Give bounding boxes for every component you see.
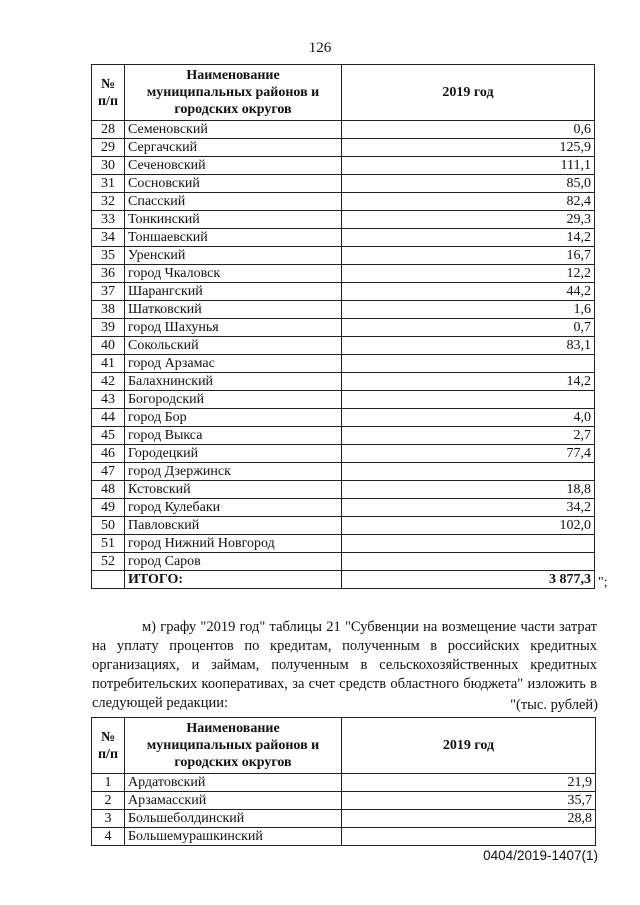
units-label: "(тыс. рублей) bbox=[510, 697, 598, 713]
value-2019 bbox=[342, 553, 595, 571]
table-row bbox=[92, 810, 596, 828]
district-name: Сеченовский bbox=[125, 157, 342, 175]
table-row bbox=[92, 391, 595, 409]
district-name: Шарангский bbox=[125, 283, 342, 301]
table-row bbox=[92, 517, 595, 535]
district-name: Спасский bbox=[125, 193, 342, 211]
row-number: 37 bbox=[92, 283, 125, 301]
table-row bbox=[92, 301, 595, 319]
district-name: Балахнинский bbox=[125, 373, 342, 391]
district-name: город Бор bbox=[125, 409, 342, 427]
value-2019 bbox=[342, 391, 595, 409]
row-number: 32 bbox=[92, 193, 125, 211]
row-number: 36 bbox=[92, 265, 125, 283]
value-2019: 21,9 bbox=[342, 774, 596, 792]
header-name: Наименование муниципальных районов и городских округов bbox=[125, 65, 342, 121]
row-number: 1 bbox=[92, 774, 125, 792]
row-number: 49 bbox=[92, 499, 125, 517]
table-row bbox=[92, 283, 595, 301]
table-row bbox=[92, 121, 595, 139]
value-2019 bbox=[342, 463, 595, 481]
row-number: 45 bbox=[92, 427, 125, 445]
header-num: № п/п bbox=[92, 65, 125, 121]
district-name: Городецкий bbox=[125, 445, 342, 463]
value-2019: 18,8 bbox=[342, 481, 595, 499]
value-2019 bbox=[342, 828, 596, 846]
value-2019: 12,2 bbox=[342, 265, 595, 283]
district-name: город Дзержинск bbox=[125, 463, 342, 481]
row-number: 30 bbox=[92, 157, 125, 175]
table-row bbox=[92, 463, 595, 481]
row-number: 52 bbox=[92, 553, 125, 571]
row-number: 43 bbox=[92, 391, 125, 409]
amendment-paragraph: м) графу "2019 год" таблицы 21 "Субвенции на возмещение части затрат на уплату процентов по кредитам, полученным в российских кредитных организациях, и займам, полученным в сельскохозяйственных кредитных потребительских кооперативах, за счет средств областного бюджета" изложить в следующей редакции: bbox=[92, 619, 597, 711]
row-number: 44 bbox=[92, 409, 125, 427]
table-row bbox=[92, 247, 595, 265]
page-number: 126 bbox=[308, 40, 332, 56]
row-number: 50 bbox=[92, 517, 125, 535]
district-name: Сергачский bbox=[125, 139, 342, 157]
row-number: 29 bbox=[92, 139, 125, 157]
district-name: Уренский bbox=[125, 247, 342, 265]
table-row bbox=[92, 828, 596, 846]
value-2019: 0,7 bbox=[342, 319, 595, 337]
district-name: город Кулебаки bbox=[125, 499, 342, 517]
header-name: Наименование муниципальных районов и городских округов bbox=[125, 718, 342, 774]
value-2019: 2,7 bbox=[342, 427, 595, 445]
district-name: Шатковский bbox=[125, 301, 342, 319]
district-name: Кстовский bbox=[125, 481, 342, 499]
table-header-row bbox=[92, 65, 595, 121]
table-row bbox=[92, 481, 595, 499]
row-number: 38 bbox=[92, 301, 125, 319]
table-row bbox=[92, 553, 595, 571]
value-2019: 34,2 bbox=[342, 499, 595, 517]
row-number: 42 bbox=[92, 373, 125, 391]
value-2019: 111,1 bbox=[342, 157, 595, 175]
value-2019: 102,0 bbox=[342, 517, 595, 535]
table-row bbox=[92, 427, 595, 445]
district-name: Богородский bbox=[125, 391, 342, 409]
row-number: 3 bbox=[92, 810, 125, 828]
total-label: ИТОГО: bbox=[125, 571, 342, 589]
total-value: 3 877,3 bbox=[342, 571, 595, 589]
value-2019: 125,9 bbox=[342, 139, 595, 157]
row-number: 48 bbox=[92, 481, 125, 499]
district-name: город Чкаловск bbox=[125, 265, 342, 283]
table-body bbox=[92, 121, 595, 571]
district-name: город Нижний Новгород bbox=[125, 535, 342, 553]
value-2019: 16,7 bbox=[342, 247, 595, 265]
row-number: 46 bbox=[92, 445, 125, 463]
total-row bbox=[92, 571, 595, 589]
district-name: город Арзамас bbox=[125, 355, 342, 373]
district-name: Павловский bbox=[125, 517, 342, 535]
table-row bbox=[92, 319, 595, 337]
table-row bbox=[92, 774, 596, 792]
table-row bbox=[92, 139, 595, 157]
value-2019: 44,2 bbox=[342, 283, 595, 301]
table-row bbox=[92, 535, 595, 553]
table-row bbox=[92, 355, 595, 373]
header-year: 2019 год bbox=[342, 65, 595, 121]
table-body bbox=[92, 774, 596, 846]
district-name: город Саров bbox=[125, 553, 342, 571]
table-row bbox=[92, 157, 595, 175]
row-number: 41 bbox=[92, 355, 125, 373]
district-name: Ардатовский bbox=[125, 774, 342, 792]
table-row bbox=[92, 445, 595, 463]
table-row bbox=[92, 175, 595, 193]
value-2019: 77,4 bbox=[342, 445, 595, 463]
value-2019: 85,0 bbox=[342, 175, 595, 193]
table-row bbox=[92, 229, 595, 247]
district-name: Большеболдинский bbox=[125, 810, 342, 828]
district-name: Арзамасский bbox=[125, 792, 342, 810]
table-row bbox=[92, 499, 595, 517]
district-name: город Выкса bbox=[125, 427, 342, 445]
table-row bbox=[92, 409, 595, 427]
row-number: 2 bbox=[92, 792, 125, 810]
row-number: 40 bbox=[92, 337, 125, 355]
table-row bbox=[92, 265, 595, 283]
total-num-cell bbox=[92, 571, 125, 589]
value-2019: 4,0 bbox=[342, 409, 595, 427]
subsidy-table-2 bbox=[91, 717, 596, 846]
value-2019: 35,7 bbox=[342, 792, 596, 810]
row-number: 39 bbox=[92, 319, 125, 337]
row-number: 4 bbox=[92, 828, 125, 846]
value-2019: 0,6 bbox=[342, 121, 595, 139]
subsidy-table-1 bbox=[91, 64, 595, 589]
table-row bbox=[92, 337, 595, 355]
closing-quote: "; bbox=[598, 575, 608, 590]
table-row bbox=[92, 193, 595, 211]
header-year: 2019 год bbox=[342, 718, 596, 774]
district-name: Большемурашкинский bbox=[125, 828, 342, 846]
row-number: 33 bbox=[92, 211, 125, 229]
row-number: 34 bbox=[92, 229, 125, 247]
value-2019: 29,3 bbox=[342, 211, 595, 229]
district-name: Семеновский bbox=[125, 121, 342, 139]
row-number: 51 bbox=[92, 535, 125, 553]
value-2019 bbox=[342, 535, 595, 553]
row-number: 35 bbox=[92, 247, 125, 265]
value-2019: 28,8 bbox=[342, 810, 596, 828]
district-name: город Шахунья bbox=[125, 319, 342, 337]
table-header-row bbox=[92, 718, 596, 774]
value-2019: 82,4 bbox=[342, 193, 595, 211]
row-number: 47 bbox=[92, 463, 125, 481]
district-name: Сокольский bbox=[125, 337, 342, 355]
value-2019: 14,2 bbox=[342, 373, 595, 391]
header-num: № п/п bbox=[92, 718, 125, 774]
value-2019: 83,1 bbox=[342, 337, 595, 355]
table-row bbox=[92, 792, 596, 810]
value-2019 bbox=[342, 355, 595, 373]
document-code: 0404/2019-1407(1) bbox=[483, 848, 598, 863]
district-name: Тоншаевский bbox=[125, 229, 342, 247]
row-number: 31 bbox=[92, 175, 125, 193]
district-name: Тонкинский bbox=[125, 211, 342, 229]
row-number: 28 bbox=[92, 121, 125, 139]
value-2019: 14,2 bbox=[342, 229, 595, 247]
table-row bbox=[92, 373, 595, 391]
district-name: Сосновский bbox=[125, 175, 342, 193]
value-2019: 1,6 bbox=[342, 301, 595, 319]
table-row bbox=[92, 211, 595, 229]
